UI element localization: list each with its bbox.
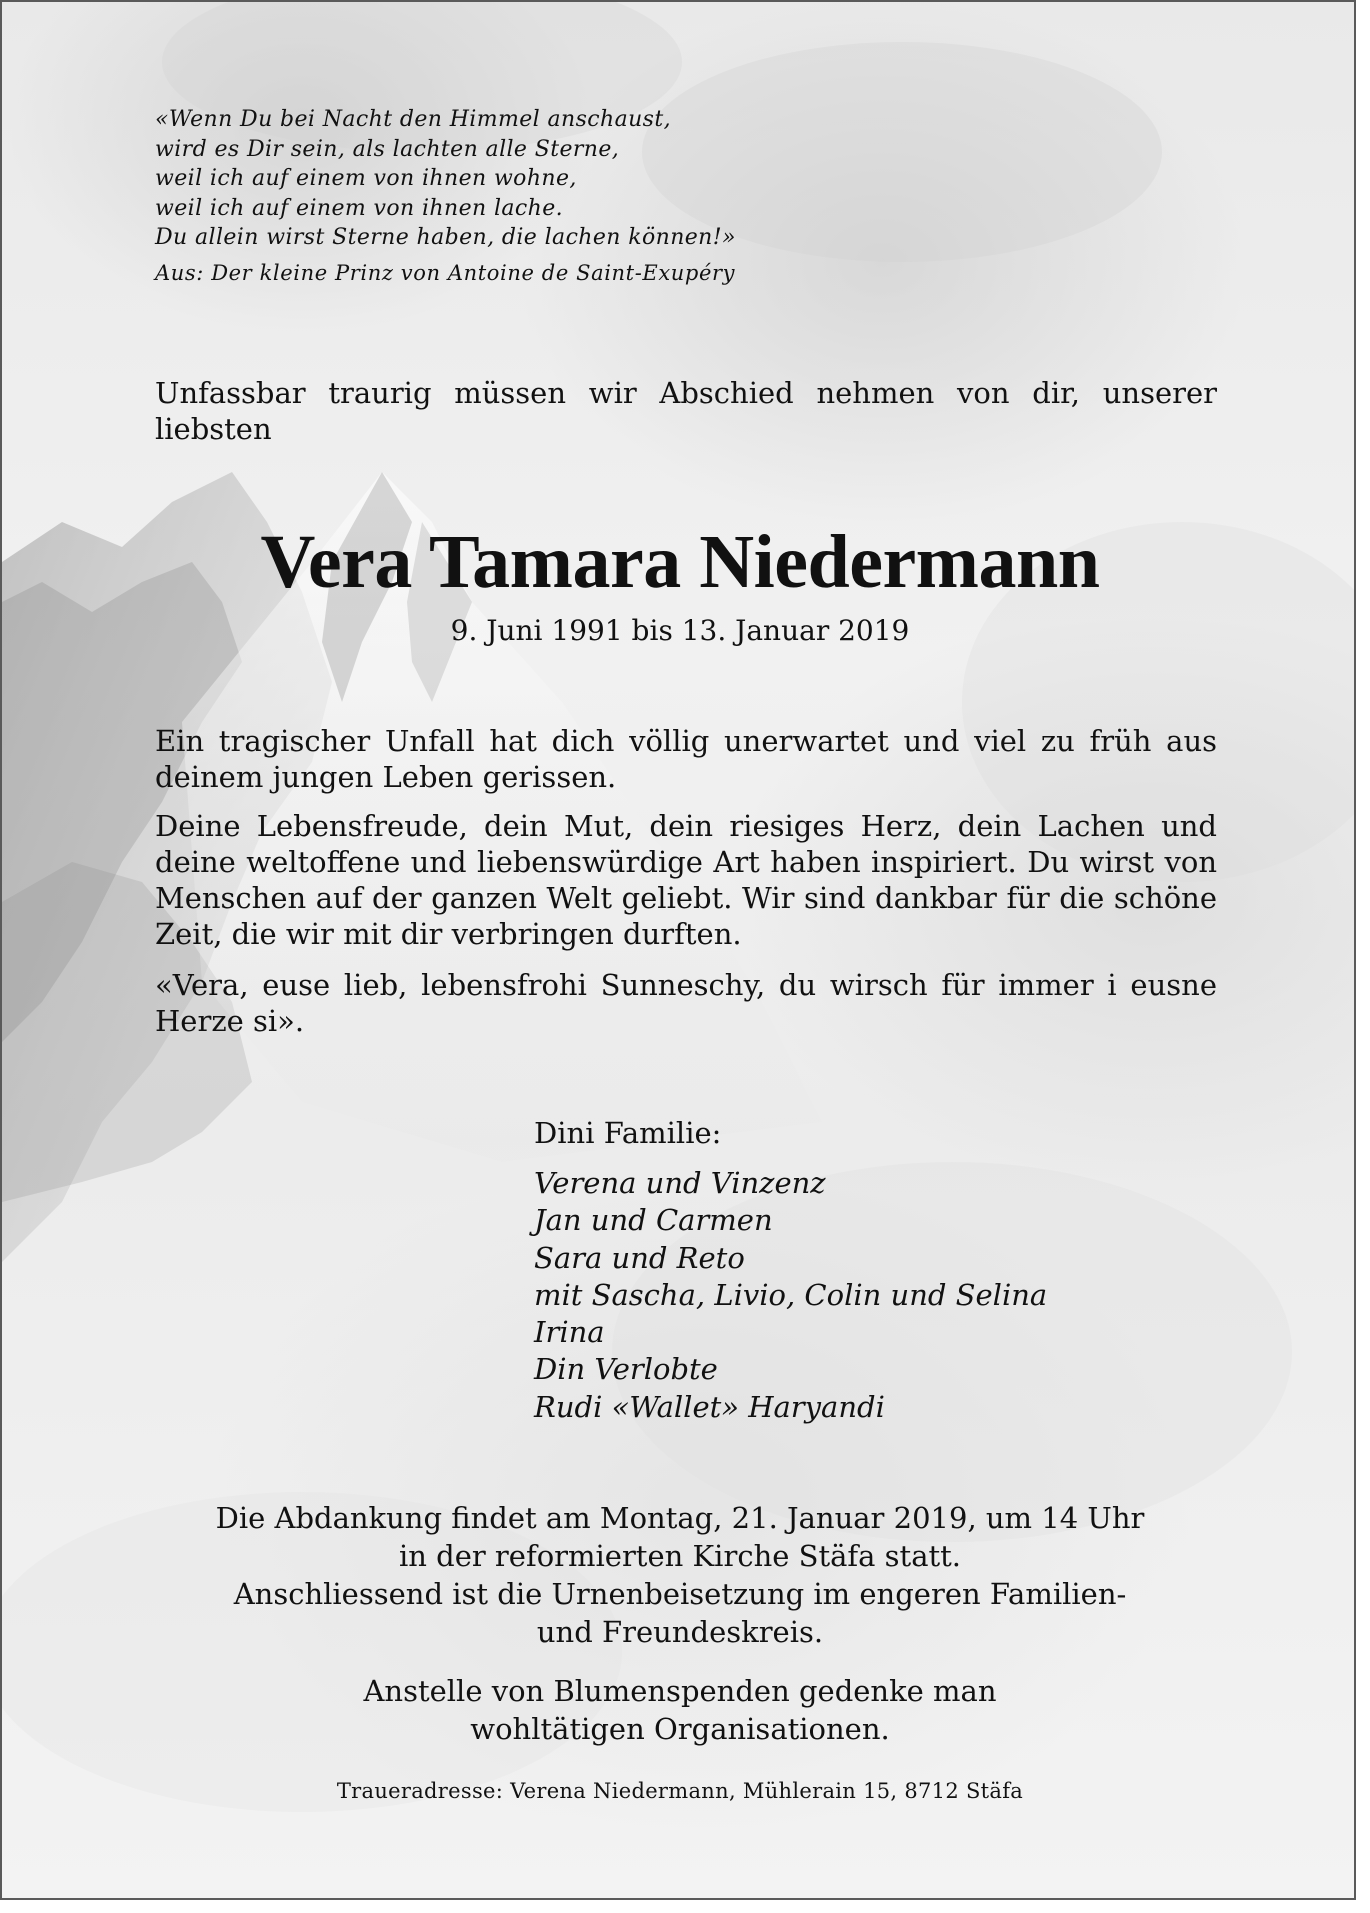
quote-source: Aus: Der kleine Prinz von Antoine de Saint-Exupéry (155, 261, 736, 285)
quote-line: Du allein wirst Sterne haben, die lachen können!» (155, 225, 736, 250)
quote-line: weil ich auf einem von ihnen wohne, (155, 166, 577, 191)
paragraph-dialect-quote: «Vera, euse lieb, lebensfrohi Sunneschy, du wirsch für immer i eusne Herze si». (155, 968, 1217, 1038)
ceremony-line: in der reformierten Kirche Stäfa statt. (398, 1539, 962, 1573)
page-margin-right (1356, 0, 1370, 1913)
family-member: Irina (534, 1315, 605, 1350)
ceremony-line: Die Abdankung findet am Montag, 21. Januar 2019, um 14 Uhr (215, 1501, 1145, 1535)
life-dates: 9. Juni 1991 bis 13. Januar 2019 (450, 614, 910, 647)
donation-line: Anstelle von Blumenspenden gedenke man (363, 1674, 997, 1708)
page-margin-bottom (0, 1900, 1370, 1913)
family-member: Sara und Reto (534, 1240, 745, 1275)
family-members-list (534, 1165, 1047, 1426)
family-member: mit Sascha, Livio, Colin und Selina (534, 1277, 1048, 1312)
family-member: Rudi «Wallet» Haryandi (534, 1389, 885, 1424)
family-member: Jan und Carmen (534, 1203, 773, 1238)
paragraph-tribute: Deine Lebensfreude, dein Mut, dein riesiges Herz, dein Lachen und deine weltoffene und liebenswürdige Art haben inspiriert. Du wirst von Menschen auf der ganzen Welt geliebt. Wir sind dankbar für die schöne Zeit, die wir mit dir verbringen durften. (155, 809, 1217, 951)
ceremony-line: und Freundeskreis. (536, 1615, 824, 1649)
mourning-address: Traueradresse: Verena Niedermann, Mühlerain 15, 8712 Stäfa (336, 1779, 1024, 1803)
deceased-name: Vera Tamara Niedermann (260, 520, 1100, 604)
donation-note (152, 1672, 1208, 1748)
family-heading: Dini Familie: (534, 1116, 722, 1150)
epigraph-quote (155, 105, 875, 253)
quote-line: wird es Dir sein, als lachten alle Sterne, (155, 136, 620, 162)
ceremony-info (152, 1499, 1208, 1651)
intro-text: Unfassbar traurig müssen wir Abschied nehmen von dir, unserer liebsten (155, 376, 1217, 446)
donation-line: wohltätigen Organisationen. (470, 1712, 890, 1746)
paragraph-accident: Ein tragischer Unfall hat dich völlig unerwartet und viel zu früh aus deinem jungen Leben gerissen. (155, 724, 1217, 794)
family-member: Din Verlobte (534, 1352, 718, 1387)
quote-line: weil ich auf einem von ihnen lache. (155, 195, 564, 221)
family-member: Verena und Vinzenz (534, 1166, 826, 1200)
ceremony-line: Anschliessend ist die Urnenbeisetzung im engeren Familien- (233, 1577, 1127, 1611)
quote-line: «Wenn Du bei Nacht den Himmel anschaust, (155, 107, 671, 132)
notice-text (2, 2, 1356, 1900)
